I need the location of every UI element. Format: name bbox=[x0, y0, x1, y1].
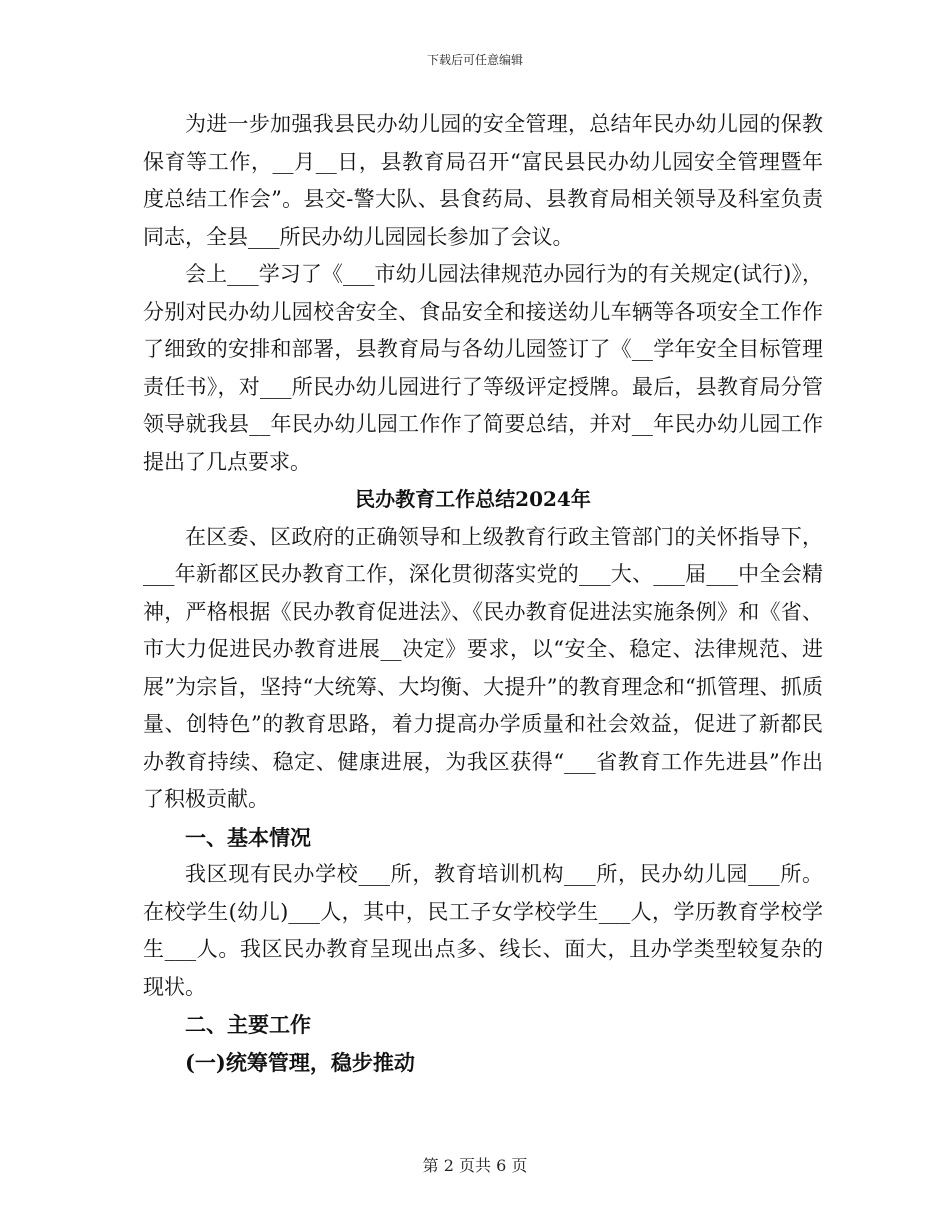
header-note: 下载后可任意编辑 bbox=[426, 53, 523, 67]
subsection-heading-coordination: (一)统筹管理，稳步推动 bbox=[185, 1049, 415, 1075]
paragraph-3: 在区委、区政府的正确领导和上级教育行政主管部门的关怀指导下，___年新都区民办教育工作，深化贯彻落实党的___大、___届___中全会精神，严格根据《民办教育促进法》、《民办教育促进法实施条例》和《省、市大力促进民办教育进展__决定》要求，以“安全、稳定、法律规范、进展”为宗旨，坚持“大统筹、大均衡、大提升”的教育理念和“抓管理、抓质量、创特色”的教育思路，着力提高办学质量和社会效益，促进了新都民办教育持续、稳定、健康进展，为我区获得“___省教育工作先进县”作出了积极贡献。 bbox=[143, 524, 823, 811]
document-title: 民办教育工作总结2024年 bbox=[355, 487, 591, 511]
paragraph-4: 我区现有民办学校___所，教育培训机构___所，民办幼儿园___所。在校学生(幼儿)___人，其中，民工子女学校学生___人，学历教育学校学生___人。我区民办教育呈现出点多、线长、面大，且办学类型较复杂的现状。 bbox=[143, 862, 823, 999]
paragraph-2: 会上___学习了《___市幼儿园法律规范办园行为的有关规定(试行)》，分别对民办幼儿园校舍安全、食品安全和接送幼儿车辆等各项安全工作作了细致的安排和部署，县教育局与各幼儿园签订了《__学年安全目标管理责任书》，对___所民办幼儿园进行了等级评定授牌。最后，县教育局分管领导就我县__年民办幼儿园工作作了简要总结，并对__年民办幼儿园工作提出了几点要求。 bbox=[143, 262, 823, 474]
document-body bbox=[143, 106, 823, 1081]
page-number: 第 2 页共 6 页 bbox=[422, 1156, 528, 1175]
section-heading-main-work: 二、主要工作 bbox=[185, 1012, 311, 1037]
section-heading-basic-situation: 一、基本情况 bbox=[185, 824, 311, 850]
paragraph-1: 为进一步加强我县民办幼儿园的安全管理，总结年民办幼儿园的保教保育等工作，__月__日，县教育局召开“富民县民办幼儿园安全管理暨年度总结工作会”。县交-警大队、县食药局、县教育局相关领导及科室负责同志，全县___所民办幼儿园园长参加了会议。 bbox=[143, 112, 823, 249]
